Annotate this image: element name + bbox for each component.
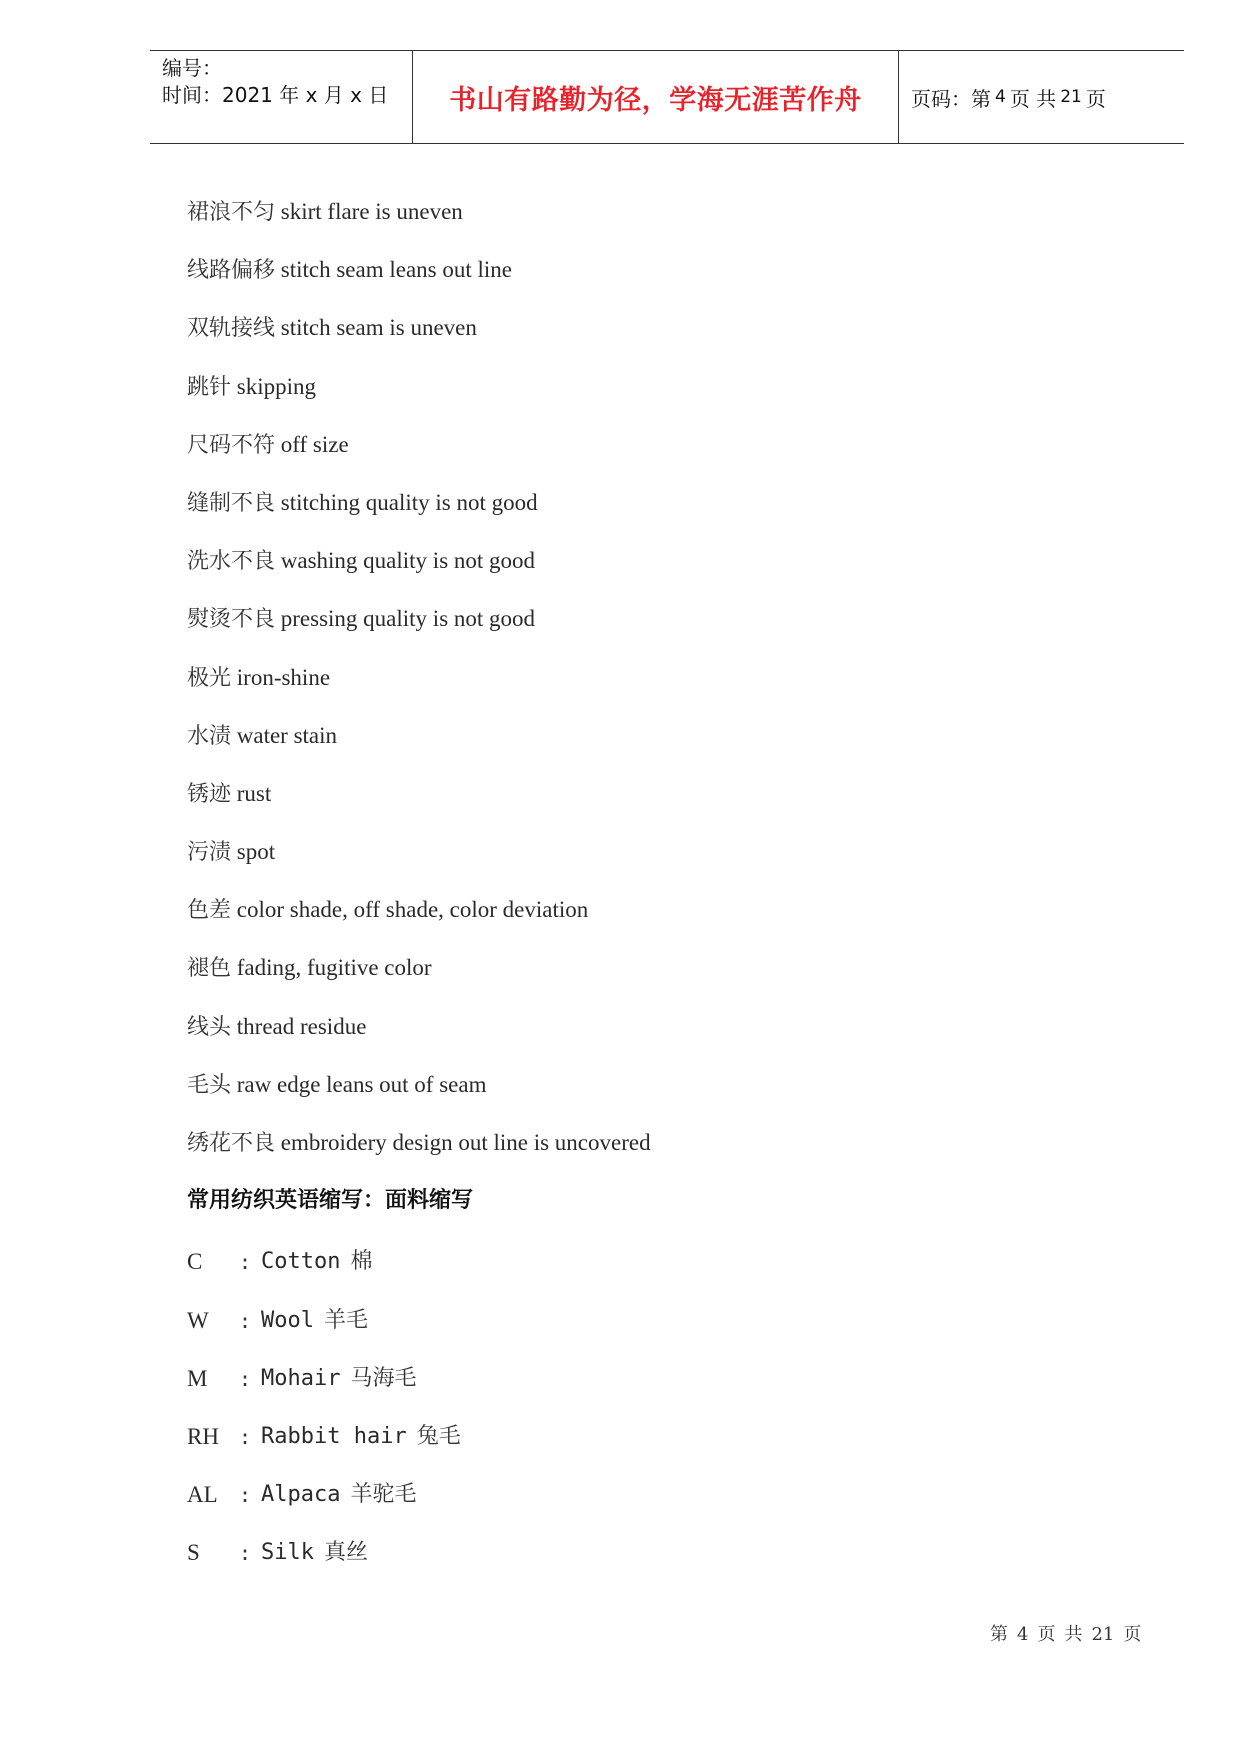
defect-zh: 尺码不符 — [187, 432, 276, 458]
abbr-code: S — [187, 1540, 200, 1566]
defect-zh: 水渍 — [187, 723, 232, 749]
page-total: 21 — [1060, 87, 1082, 107]
abbreviation-line — [187, 1233, 1147, 1291]
serial-label: 编号： — [162, 56, 222, 80]
defect-line — [187, 244, 1147, 302]
defect-line — [187, 1059, 1147, 1117]
defect-line — [187, 593, 1147, 651]
defect-zh: 污渍 — [187, 840, 232, 866]
defect-line — [187, 826, 1147, 884]
time-value: 2021 年 x 月 x 日 — [222, 83, 389, 107]
abbr-term: Silk — [261, 1540, 314, 1566]
defect-en: washing quality is not good — [280, 548, 536, 574]
defect-line — [187, 419, 1147, 477]
defect-line — [187, 884, 1147, 942]
defect-line — [187, 1117, 1147, 1175]
abbr-term: Mohair — [261, 1365, 341, 1391]
header-meta — [150, 51, 412, 143]
header-motto: 书山有路勤为径，学海无涯苦作舟 — [412, 51, 899, 143]
page-label: 页码：第 — [911, 86, 991, 111]
defect-en: fading, fugitive color — [236, 955, 432, 981]
abbr-term: Cotton — [261, 1249, 341, 1275]
abbr-code: M — [187, 1365, 208, 1391]
abbreviation-line — [187, 1408, 1147, 1466]
footer-di: 第 — [990, 1624, 1008, 1645]
defect-en: thread residue — [236, 1013, 367, 1039]
defect-zh: 线头 — [187, 1014, 232, 1040]
defect-line — [187, 768, 1147, 826]
header-page-number — [899, 51, 1184, 143]
defect-line — [187, 535, 1147, 593]
footer-ye-end: 页 — [1123, 1624, 1142, 1645]
defect-line — [187, 477, 1147, 535]
abbr-term: Wool — [261, 1307, 314, 1333]
defect-en: stitch seam is uneven — [280, 315, 477, 341]
defect-zh: 熨烫不良 — [187, 607, 276, 633]
abbreviation-line — [187, 1524, 1147, 1582]
abbr-colon: : — [239, 1366, 252, 1391]
footer-page-total: 21 — [1091, 1624, 1115, 1645]
defect-en: color shade, off shade, color deviation — [236, 897, 589, 923]
defect-en: embroidery design out line is uncovered — [280, 1130, 651, 1155]
defect-en: skirt flare is uneven — [280, 199, 463, 224]
defect-en: water stain — [236, 722, 338, 748]
abbr-zh: 兔毛 — [416, 1424, 461, 1450]
defect-zh: 极光 — [187, 665, 232, 691]
abbr-term: Rabbit hair — [261, 1424, 407, 1450]
abbr-term: Alpaca — [261, 1482, 341, 1508]
defect-en: pressing quality is not good — [280, 606, 536, 632]
page-current: 4 — [995, 87, 1006, 107]
abbreviation-line — [187, 1466, 1147, 1524]
time-row — [162, 82, 412, 109]
abbr-zh: 棉 — [350, 1249, 373, 1275]
defect-zh: 双轨接线 — [187, 316, 276, 342]
abbr-zh: 马海毛 — [350, 1365, 417, 1391]
abbreviation-line — [187, 1350, 1147, 1408]
defect-en: raw edge leans out of seam — [236, 1071, 487, 1097]
abbr-zh: 真丝 — [323, 1540, 368, 1566]
defect-zh: 色差 — [187, 898, 232, 924]
defect-zh: 毛头 — [187, 1072, 232, 1098]
abbr-code: C — [187, 1249, 203, 1275]
defect-en: iron-shine — [236, 664, 331, 690]
abbr-colon: : — [239, 1425, 252, 1450]
defect-line — [187, 186, 1147, 244]
footer-gong: 共 — [1064, 1624, 1083, 1645]
defect-line — [187, 942, 1147, 1000]
abbr-zh: 羊毛 — [323, 1307, 368, 1333]
defect-line — [187, 710, 1147, 768]
abbr-zh: 羊驼毛 — [350, 1482, 417, 1508]
defect-zh: 锈迹 — [187, 781, 232, 807]
defect-en: rust — [236, 780, 272, 806]
section-heading: 常用纺织英语缩写：面料缩写 — [187, 1188, 474, 1214]
defect-line — [187, 302, 1147, 360]
page-end: 页 — [1085, 86, 1106, 111]
defect-en: stitching quality is not good — [280, 489, 538, 515]
abbreviation-line — [187, 1292, 1147, 1350]
abbr-code: AL — [187, 1482, 218, 1508]
defect-zh: 褪色 — [187, 956, 232, 982]
abbr-colon: : — [239, 1250, 252, 1275]
defect-zh: 缝制不良 — [187, 490, 276, 516]
abbr-colon: : — [239, 1308, 252, 1333]
defect-en: spot — [236, 839, 276, 865]
defect-en: skipping — [236, 373, 316, 399]
page-header — [150, 50, 1184, 144]
defect-en: off size — [280, 431, 349, 457]
defect-line — [187, 1001, 1147, 1059]
defect-zh: 线路偏移 — [187, 258, 276, 284]
defect-zh: 绣花不良 — [187, 1131, 276, 1156]
abbr-colon: : — [239, 1483, 252, 1508]
footer-page-current: 4 — [1017, 1624, 1029, 1645]
defect-zh: 跳针 — [187, 374, 232, 400]
footer-ye: 页 — [1037, 1624, 1056, 1645]
page-mid: 页 共 — [1009, 86, 1057, 111]
defect-zh: 裙浪不匀 — [187, 200, 276, 225]
abbr-colon: : — [239, 1541, 252, 1566]
document-body — [187, 186, 1147, 1583]
abbr-code: RH — [187, 1424, 219, 1450]
abbr-code: W — [187, 1307, 209, 1333]
defect-line — [187, 652, 1147, 710]
defect-en: stitch seam leans out line — [280, 257, 512, 283]
defect-line — [187, 361, 1147, 419]
page-footer — [990, 1620, 1150, 1646]
defect-zh: 洗水不良 — [187, 549, 276, 575]
time-label: 时间： — [162, 83, 222, 107]
